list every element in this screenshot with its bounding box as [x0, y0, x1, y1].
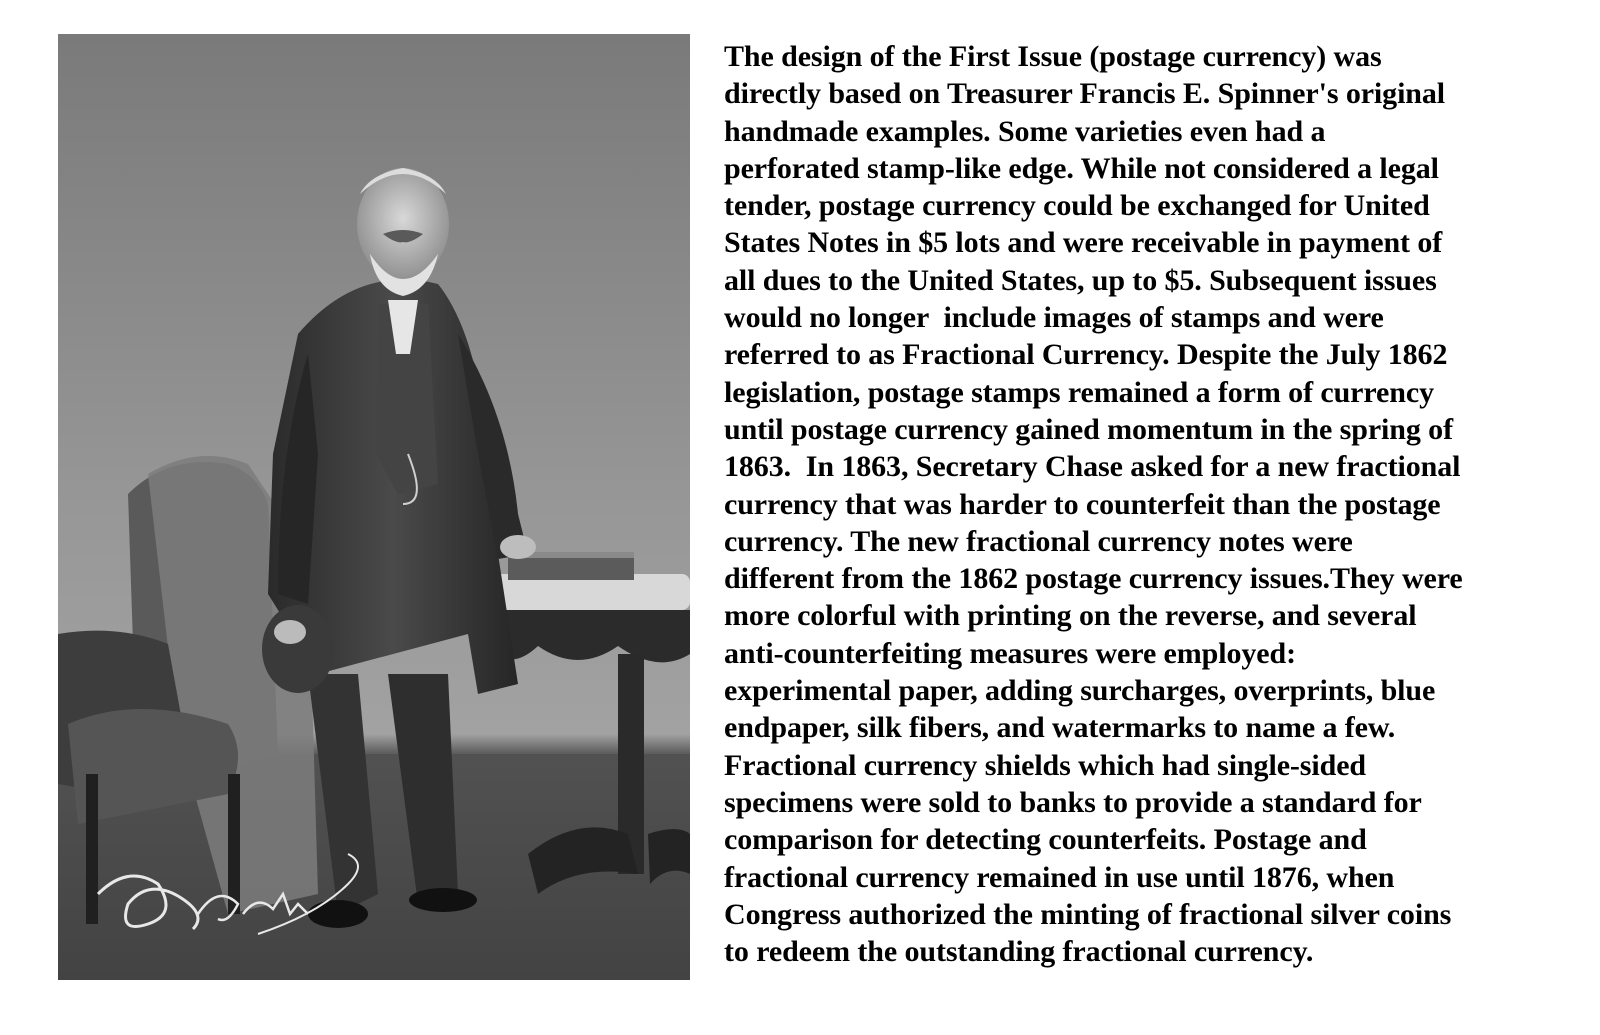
- text-line: different from the 1862 postage currency issues.They were: [724, 562, 1463, 596]
- text-line: referred to as Fractional Currency. Despite the July 1862: [724, 338, 1448, 372]
- text-line: specimens were sold to banks to provide a standard for: [724, 785, 1422, 819]
- text-line: fractional currency remained in use until 1876, when: [724, 860, 1395, 894]
- text-line: to redeem the outstanding fractional currency.: [724, 935, 1314, 969]
- text-line: would no longer include images of stamps and were: [724, 301, 1384, 335]
- text-line: until postage currency gained momentum in the spring of: [724, 412, 1453, 446]
- text-line: directly based on Treasurer Francis E. Spinner's original: [724, 77, 1446, 111]
- text-line: The design of the First Issue (postage currency) was: [724, 40, 1382, 73]
- text-line: all dues to the United States, up to $5. Subsequent issues: [724, 263, 1437, 297]
- text-line: States Notes in $5 lots and were receivable in payment of: [724, 226, 1443, 260]
- text-line: tender, postage currency could be exchanged for United: [724, 189, 1430, 223]
- text-line: 1863. In 1863, Secretary Chase asked for a new fractional: [724, 450, 1461, 484]
- text-line: more colorful with printing on the reverse, and several: [724, 599, 1417, 633]
- text-line: Fractional currency shields which had single-sided: [724, 748, 1366, 782]
- text-line: perforated stamp-like edge. While not considered a legal: [724, 151, 1439, 185]
- text-line: endpaper, silk fibers, and watermarks to name a few.: [724, 711, 1396, 745]
- text-line: experimental paper, adding surcharges, overprints, blue: [724, 674, 1436, 708]
- text-line: anti-counterfeiting measures were employed:: [724, 636, 1296, 670]
- text-line: comparison for detecting counterfeits. Postage and: [724, 823, 1367, 857]
- description-text: [724, 38, 1584, 970]
- text-line: currency. The new fractional currency notes were: [724, 524, 1353, 558]
- text-line: Congress authorized the minting of fractional silver coins: [724, 897, 1452, 931]
- text-line: handmade examples. Some varieties even had a: [724, 114, 1326, 148]
- portrait-photo: [58, 34, 690, 980]
- text-line: currency that was harder to counterfeit than the postage: [724, 487, 1441, 521]
- text-line: legislation, postage stamps remained a form of currency: [724, 375, 1434, 409]
- portrait-illustration: [58, 34, 690, 980]
